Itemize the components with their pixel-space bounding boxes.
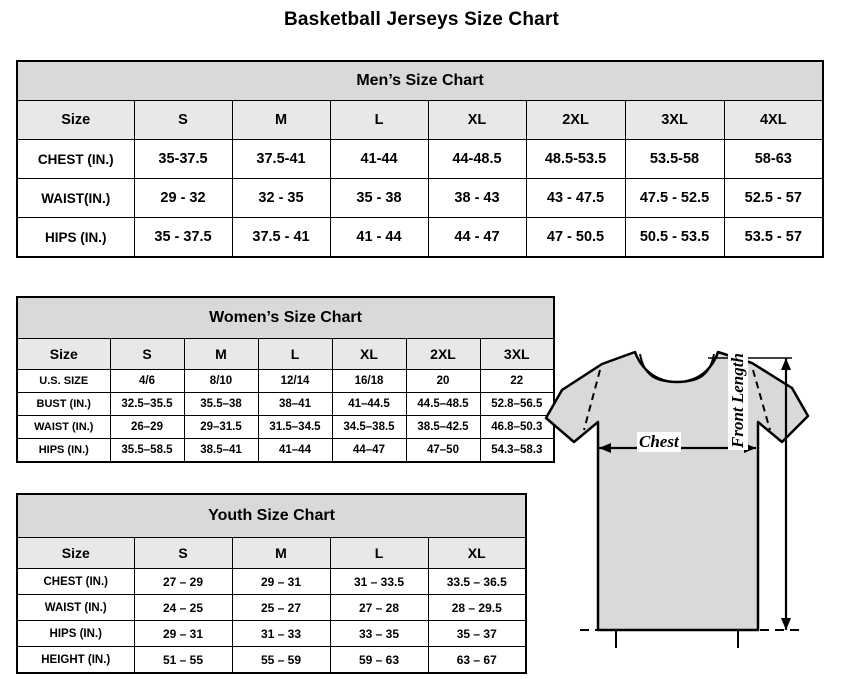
mens-header-cell: XL — [428, 101, 526, 140]
mens-row-label: CHEST (IN.) — [17, 140, 134, 179]
mens-size-table — [16, 60, 824, 258]
youth-cell: 28 – 29.5 — [428, 595, 526, 621]
womens-cell: 12/14 — [258, 370, 332, 393]
womens-cell: 4/6 — [110, 370, 184, 393]
chest-label: Chest — [639, 432, 679, 451]
table-row — [17, 179, 823, 218]
mens-row-label: WAIST(IN.) — [17, 179, 134, 218]
mens-cell: 58-63 — [724, 140, 823, 179]
youth-row-label: CHEST (IN.) — [17, 569, 134, 595]
womens-cell: 34.5–38.5 — [332, 416, 406, 439]
womens-cell: 44–47 — [332, 439, 406, 463]
youth-row-label: HEIGHT (IN.) — [17, 647, 134, 674]
table-row — [17, 439, 554, 463]
youth-size-chart-section — [16, 493, 525, 674]
table-row — [17, 416, 554, 439]
table-row — [17, 621, 526, 647]
mens-cell: 32 - 35 — [232, 179, 330, 218]
youth-cell: 25 – 27 — [232, 595, 330, 621]
youth-cell: 63 – 67 — [428, 647, 526, 674]
mens-cell: 35-37.5 — [134, 140, 232, 179]
mens-cell: 53.5-58 — [625, 140, 724, 179]
womens-row-label: U.S. SIZE — [17, 370, 110, 393]
womens-cell: 31.5–34.5 — [258, 416, 332, 439]
front-length-arrow-top — [781, 358, 791, 370]
mens-cell: 52.5 - 57 — [724, 179, 823, 218]
youth-cell: 33 – 35 — [330, 621, 428, 647]
table-row — [17, 595, 526, 621]
womens-cell: 32.5–35.5 — [110, 393, 184, 416]
mens-cell: 44-48.5 — [428, 140, 526, 179]
youth-cell: 59 – 63 — [330, 647, 428, 674]
youth-cell: 51 – 55 — [134, 647, 232, 674]
mens-cell: 48.5-53.5 — [526, 140, 625, 179]
womens-header-cell: 3XL — [480, 339, 554, 370]
womens-header-cell: M — [184, 339, 258, 370]
womens-cell: 38.5–42.5 — [406, 416, 480, 439]
mens-cell: 47.5 - 52.5 — [625, 179, 724, 218]
mens-size-chart-section — [16, 60, 822, 258]
youth-chart-caption: Youth Size Chart — [17, 494, 526, 538]
womens-chart-caption: Women’s Size Chart — [17, 297, 554, 339]
womens-cell: 41–44 — [258, 439, 332, 463]
youth-header-cell: M — [232, 538, 330, 569]
mens-cell: 53.5 - 57 — [724, 218, 823, 258]
womens-cell: 35.5–58.5 — [110, 439, 184, 463]
table-row — [17, 393, 554, 416]
youth-header-cell: XL — [428, 538, 526, 569]
womens-cell: 20 — [406, 370, 480, 393]
womens-header-cell: XL — [332, 339, 406, 370]
womens-row-label: BUST (IN.) — [17, 393, 110, 416]
womens-header-cell: Size — [17, 339, 110, 370]
youth-size-table — [16, 493, 527, 674]
mens-cell: 37.5-41 — [232, 140, 330, 179]
front-length-label: Front Length — [728, 353, 747, 448]
mens-cell: 44 - 47 — [428, 218, 526, 258]
youth-row-label: WAIST (IN.) — [17, 595, 134, 621]
mens-header-cell: 2XL — [526, 101, 625, 140]
mens-cell: 47 - 50.5 — [526, 218, 625, 258]
youth-cell: 55 – 59 — [232, 647, 330, 674]
mens-header-cell: Size — [17, 101, 134, 140]
mens-cell: 41-44 — [330, 140, 428, 179]
youth-cell: 29 – 31 — [232, 569, 330, 595]
jersey-body-shape — [546, 352, 808, 630]
womens-size-table — [16, 296, 555, 463]
page-title: Basketball Jerseys Size Chart — [283, 9, 560, 30]
jersey-outline-svg — [540, 330, 840, 675]
womens-cell: 22 — [480, 370, 554, 393]
mens-chart-caption: Men’s Size Chart — [17, 61, 823, 101]
table-row — [17, 218, 823, 258]
womens-cell: 35.5–38 — [184, 393, 258, 416]
mens-header-cell: 4XL — [724, 101, 823, 140]
mens-header-cell: M — [232, 101, 330, 140]
womens-cell: 8/10 — [184, 370, 258, 393]
youth-cell: 35 – 37 — [428, 621, 526, 647]
womens-cell: 54.3–58.3 — [480, 439, 554, 463]
mens-header-cell: 3XL — [625, 101, 724, 140]
womens-cell: 38–41 — [258, 393, 332, 416]
youth-cell: 31 – 33.5 — [330, 569, 428, 595]
womens-cell: 26–29 — [110, 416, 184, 439]
womens-row-label: WAIST (IN.) — [17, 416, 110, 439]
womens-size-chart-section — [16, 296, 553, 463]
youth-cell: 24 – 25 — [134, 595, 232, 621]
youth-header-cell: Size — [17, 538, 134, 569]
womens-header-cell: L — [258, 339, 332, 370]
mens-cell: 43 - 47.5 — [526, 179, 625, 218]
mens-cell: 29 - 32 — [134, 179, 232, 218]
youth-cell: 31 – 33 — [232, 621, 330, 647]
womens-cell: 47–50 — [406, 439, 480, 463]
womens-row-label: HIPS (IN.) — [17, 439, 110, 463]
mens-header-cell: S — [134, 101, 232, 140]
table-row — [17, 569, 526, 595]
youth-header-cell: L — [330, 538, 428, 569]
womens-header-cell: 2XL — [406, 339, 480, 370]
womens-cell: 29–31.5 — [184, 416, 258, 439]
youth-cell: 27 – 28 — [330, 595, 428, 621]
womens-cell: 41–44.5 — [332, 393, 406, 416]
youth-row-label: HIPS (IN.) — [17, 621, 134, 647]
table-row — [17, 647, 526, 674]
mens-cell: 38 - 43 — [428, 179, 526, 218]
youth-header-row — [17, 538, 526, 569]
womens-cell: 44.5–48.5 — [406, 393, 480, 416]
mens-cell: 35 - 38 — [330, 179, 428, 218]
womens-header-cell: S — [110, 339, 184, 370]
youth-cell: 29 – 31 — [134, 621, 232, 647]
mens-cell: 50.5 - 53.5 — [625, 218, 724, 258]
mens-header-cell: L — [330, 101, 428, 140]
womens-header-row — [17, 339, 554, 370]
womens-cell: 16/18 — [332, 370, 406, 393]
mens-cell: 37.5 - 41 — [232, 218, 330, 258]
mens-header-row — [17, 101, 823, 140]
table-row — [17, 140, 823, 179]
front-length-arrow-bottom — [781, 618, 791, 630]
table-row — [17, 370, 554, 393]
mens-cell: 35 - 37.5 — [134, 218, 232, 258]
jersey-measurement-diagram — [540, 330, 840, 675]
youth-cell: 27 – 29 — [134, 569, 232, 595]
womens-cell: 38.5–41 — [184, 439, 258, 463]
womens-cell: 46.8–50.3 — [480, 416, 554, 439]
youth-cell: 33.5 – 36.5 — [428, 569, 526, 595]
mens-cell: 41 - 44 — [330, 218, 428, 258]
mens-row-label: HIPS (IN.) — [17, 218, 134, 258]
youth-header-cell: S — [134, 538, 232, 569]
womens-cell: 52.8–56.5 — [480, 393, 554, 416]
